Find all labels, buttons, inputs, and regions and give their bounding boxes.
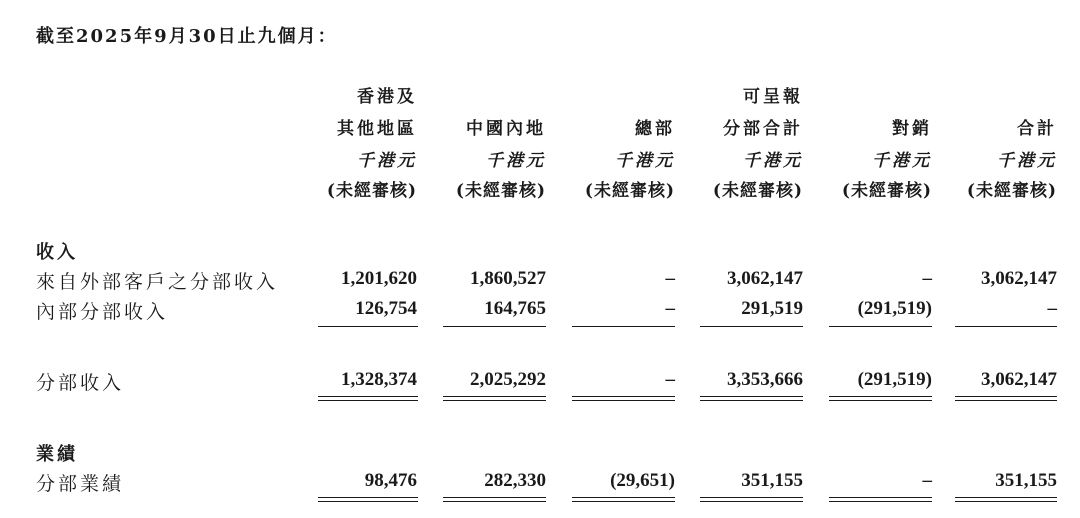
total-double-rule: [955, 400, 1057, 401]
total-double-rule: [443, 396, 546, 397]
column-note: (未經審核): [326, 181, 417, 201]
cell: –: [665, 268, 675, 289]
cell: 3,062,147: [981, 268, 1057, 289]
total-double-rule: [572, 400, 675, 401]
total-double-rule: [572, 497, 675, 498]
total-double-rule: [318, 400, 418, 401]
total-double-rule: [829, 497, 932, 498]
total-double-rule: [829, 400, 932, 401]
cell: (291,519): [857, 298, 932, 319]
column-note: (未經審核): [455, 181, 546, 201]
total-double-rule: [572, 501, 675, 502]
cell: 282,330: [484, 470, 546, 491]
subtotal-rule: [829, 326, 932, 327]
total-double-rule: [955, 501, 1057, 502]
cell: –: [922, 268, 932, 289]
cell: 2,025,292: [470, 369, 546, 390]
column-note: (未經審核): [966, 181, 1057, 201]
total-double-rule: [318, 497, 418, 498]
row-label-segment-revenue: 分部收入: [36, 372, 125, 394]
cell: (29,651): [610, 470, 675, 491]
column-unit: 千港元: [743, 151, 803, 171]
total-double-rule: [700, 396, 803, 397]
column-unit: 千港元: [615, 151, 675, 171]
cell: 291,519: [741, 298, 803, 319]
total-double-rule: [829, 396, 932, 397]
subtotal-rule: [443, 326, 546, 327]
column-header-line2: 對銷: [892, 119, 932, 139]
total-double-rule: [318, 396, 418, 397]
cell: 98,476: [364, 470, 417, 491]
cell: 351,155: [995, 470, 1057, 491]
subtotal-rule: [572, 326, 675, 327]
cell: 1,328,374: [341, 369, 417, 390]
total-double-rule: [955, 396, 1057, 397]
total-double-rule: [443, 400, 546, 401]
row-label-external-revenue: 來自外部客戶之分部收入: [36, 271, 279, 293]
row-label-inter-segment-revenue: 內部分部收入: [36, 301, 169, 323]
column-note: (未經審核): [841, 181, 932, 201]
subtotal-rule: [955, 326, 1057, 327]
column-header-line1: 香港及: [357, 87, 417, 107]
column-header-hk-other: [293, 87, 417, 201]
cell: 164,765: [484, 298, 546, 319]
column-header-line2: 總部: [635, 119, 675, 139]
column-header-line1: [933, 87, 1057, 107]
cell: –: [1047, 298, 1057, 319]
column-header-line2: 其他地區: [337, 119, 417, 139]
row-label-segment-results: 分部業績: [36, 473, 125, 495]
total-double-rule: [443, 501, 546, 502]
column-unit: 千港元: [997, 151, 1057, 171]
total-double-rule: [829, 501, 932, 502]
column-header-total: [933, 87, 1057, 201]
total-double-rule: [955, 497, 1057, 498]
column-unit: 千港元: [486, 151, 546, 171]
column-header-line2: 分部合計: [723, 119, 803, 139]
cell: –: [665, 369, 675, 390]
cell: –: [665, 298, 675, 319]
cell: –: [922, 470, 932, 491]
column-header-line1: [422, 87, 546, 107]
column-header-elimination: [808, 87, 932, 201]
cell: 3,062,147: [981, 369, 1057, 390]
cell: 1,860,527: [470, 268, 546, 289]
column-header-line2: 中國內地: [466, 119, 546, 139]
cell: 3,353,666: [727, 369, 803, 390]
total-double-rule: [572, 396, 675, 397]
cell: (291,519): [857, 369, 932, 390]
total-double-rule: [443, 497, 546, 498]
section-heading-results: 業績: [36, 444, 78, 465]
column-header-line1: 可呈報: [743, 87, 803, 107]
column-header-line2: 合計: [1017, 119, 1057, 139]
column-note: (未經審核): [712, 181, 803, 201]
column-unit: 千港元: [872, 151, 932, 171]
column-unit: 千港元: [357, 151, 417, 171]
column-header-line1: [551, 87, 675, 107]
cell: 351,155: [741, 470, 803, 491]
subtotal-rule: [318, 326, 418, 327]
column-header-reportable-total: [679, 87, 803, 201]
column-header-line1: [808, 87, 932, 107]
cell: 1,201,620: [341, 268, 417, 289]
column-note: (未經審核): [584, 181, 675, 201]
table-title: 截至2025年9月30日止九個月：: [36, 26, 338, 47]
cell: 126,754: [355, 298, 417, 319]
total-double-rule: [700, 501, 803, 502]
column-header-mainland: [422, 87, 546, 201]
total-double-rule: [700, 400, 803, 401]
cell: 3,062,147: [727, 268, 803, 289]
total-double-rule: [700, 497, 803, 498]
section-heading-revenue: 收入: [36, 242, 78, 263]
subtotal-rule: [700, 326, 803, 327]
total-double-rule: [318, 501, 418, 502]
column-header-hq: [551, 87, 675, 201]
